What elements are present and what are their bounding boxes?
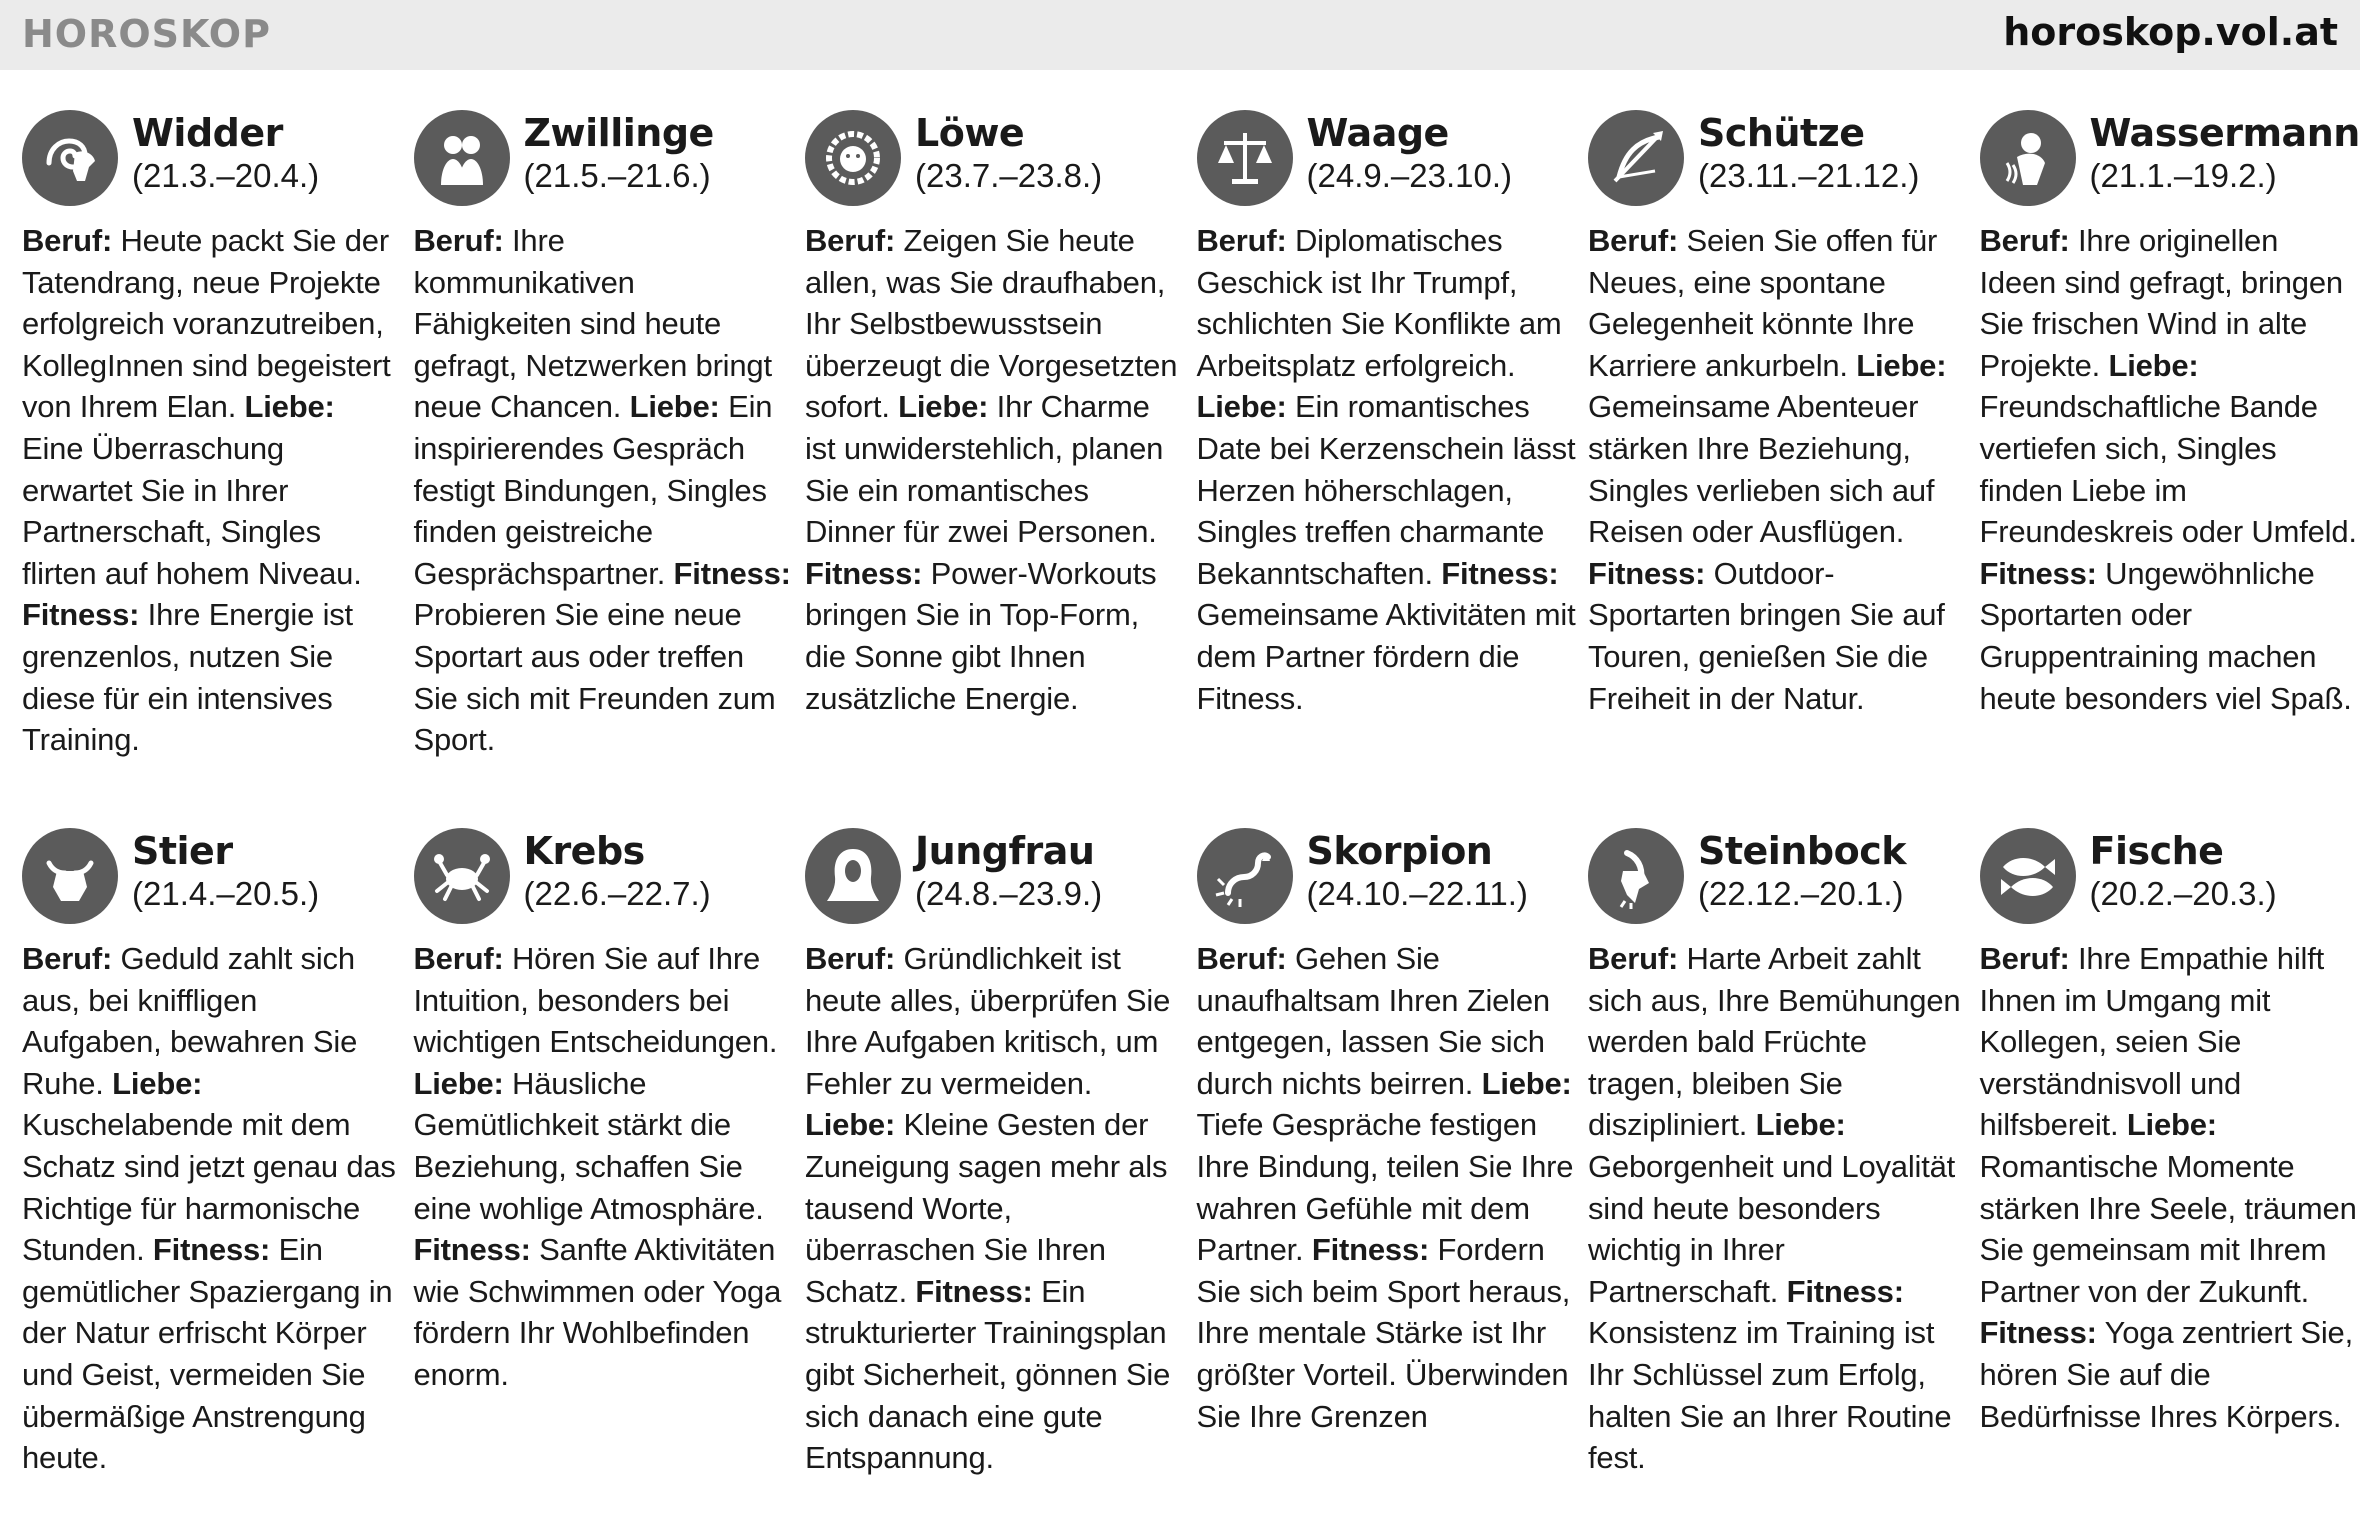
site-url[interactable]: horoskop.vol.at [2003, 10, 2338, 54]
sign-loewe [805, 108, 1185, 826]
sign-jungfrau [805, 826, 1185, 1498]
scales-icon [1197, 110, 1293, 206]
sign-header [1197, 108, 1577, 212]
sign-stier [22, 826, 402, 1498]
water-bearer-icon [1980, 110, 2076, 206]
label-liebe: Liebe: [1755, 1107, 1846, 1143]
label-beruf: Beruf: [1196, 941, 1287, 976]
sign-header [1197, 826, 1577, 930]
sign-name: Stier [132, 829, 233, 873]
bow-arrow-icon [1588, 110, 1684, 206]
sign-name: Krebs [523, 829, 645, 873]
sign-name: Steinbock [1698, 829, 1906, 873]
text-liebe: Tiefe Gespräche festigen Ihre Bindung, teilen Sie Ihre wahren Gefühle mit dem Partner. [1196, 1107, 1574, 1268]
sign-text [1197, 938, 1577, 1437]
text-liebe: Romantische Momente stärken Ihre Seele, träumen Sie gemeinsam mit Ihrem Partner von der Zukunft. [1979, 1148, 2357, 1309]
sign-dates: (21.4.–20.5.) [132, 875, 320, 912]
sign-text [805, 220, 1185, 719]
text-fitness: Sanfte Aktivitäten wie Schwimmen oder Yoga fördern Ihr Wohlbefinden enorm. [413, 1232, 782, 1392]
label-beruf: Beruf: [805, 941, 896, 976]
sign-titles [524, 826, 711, 914]
label-liebe: Liebe: [413, 1065, 504, 1101]
sign-titles [1307, 108, 1512, 196]
text-liebe: Gemeinsame Abenteuer stärken Ihre Beziehung, Singles verlieben sich auf Reisen oder Ausflügen. [1588, 389, 1935, 550]
horoscope-grid [22, 108, 2360, 1498]
sign-text [22, 938, 402, 1479]
label-fitness: Fitness: [1786, 1273, 1904, 1309]
sign-header [414, 826, 794, 930]
text-beruf: Zeigen Sie heute allen, was Sie draufhaben, Ihr Selbstbewusstsein überzeugt die Vorgesetzten sofort. [805, 223, 1178, 425]
text-liebe: Häusliche Gemütlichkeit stärkt die Beziehung, schaffen Sie eine wohlige Atmosphäre. [413, 1065, 764, 1226]
text-fitness: Gemeinsame Aktivitäten mit dem Partner fördern die Fitness. [1196, 597, 1576, 716]
sign-titles [132, 826, 319, 914]
text-fitness: Fordern Sie sich beim Sport heraus, Ihre mentale Stärke ist Ihr größter Vorteil. Überwinden Sie Ihre Grenzen [1196, 1232, 1571, 1434]
text-beruf: Heute packt Sie der Tatendrang, neue Projekte erfolgreich voranzutreiben, KollegInnen sind begeistert von Ihrem Elan. [22, 223, 391, 425]
text-beruf: Gründlichkeit ist heute alles, überprüfen Sie Ihre Aufgaben kritisch, um Fehler zu vermeiden. [805, 941, 1171, 1101]
sign-zwillinge [414, 108, 794, 826]
maiden-icon [805, 828, 901, 924]
sign-name: Zwillinge [523, 111, 714, 155]
twins-icon [414, 110, 510, 206]
text-fitness: Ein strukturierter Trainingsplan gibt Sicherheit, gönnen Sie sich danach eine gute Entspannung. [805, 1273, 1171, 1476]
sign-titles [2090, 108, 2360, 196]
text-liebe: Kleine Gesten der Zuneigung sagen mehr als tausend Worte, überraschen Sie Ihren Schatz. [805, 1107, 1168, 1309]
label-liebe: Liebe: [244, 389, 335, 425]
sign-titles [915, 108, 1102, 196]
text-fitness: Probieren Sie eine neue Sportart aus oder treffen Sie sich mit Freunden zum Sport. [413, 597, 776, 758]
bull-icon [22, 828, 118, 924]
label-liebe: Liebe: [629, 389, 720, 425]
label-beruf: Beruf: [413, 941, 504, 976]
sign-header [22, 826, 402, 930]
sign-name: Löwe [915, 111, 1025, 155]
label-beruf: Beruf: [1979, 941, 2070, 976]
crab-icon [414, 828, 510, 924]
label-beruf: Beruf: [1979, 223, 2070, 258]
sign-name: Skorpion [1306, 829, 1493, 873]
fish-icon [1980, 828, 2076, 924]
ram-icon [22, 110, 118, 206]
sign-titles [524, 108, 714, 196]
sign-dates: (21.5.–21.6.) [523, 157, 711, 194]
sign-widder [22, 108, 402, 826]
sign-steinbock [1588, 826, 1968, 1498]
text-liebe: Kuschelabende mit dem Schatz sind jetzt genau das Richtige für harmonische Stunden. [22, 1107, 396, 1268]
text-fitness: Power-Workouts bringen Sie in Top-Form, die Sonne gibt Ihnen zusätzliche Energie. [805, 555, 1157, 716]
label-liebe: Liebe: [805, 1107, 896, 1143]
sign-titles [1698, 108, 1919, 196]
sign-dates: (20.2.–20.3.) [2089, 875, 2277, 912]
sign-text [414, 220, 794, 761]
label-liebe: Liebe: [2108, 347, 2199, 383]
sign-header [22, 108, 402, 212]
section-title: HOROSKOP [22, 12, 271, 56]
sign-text [805, 938, 1185, 1479]
label-liebe: Liebe: [2126, 1107, 2217, 1143]
label-beruf: Beruf: [413, 223, 504, 258]
sign-dates: (21.3.–20.4.) [132, 157, 320, 194]
label-liebe: Liebe: [1196, 389, 1287, 425]
sign-header [1980, 108, 2360, 212]
sign-titles [1307, 826, 1528, 914]
label-fitness: Fitness: [22, 597, 140, 633]
text-fitness: Outdoor-Sportarten bringen Sie auf Touren, genießen Sie die Freiheit in der Natur. [1588, 555, 1945, 716]
text-beruf: Hören Sie auf Ihre Intuition, besonders bei wichtigen Entscheidungen. [413, 941, 778, 1060]
text-fitness: Ein gemütlicher Spaziergang in der Natur erfrischt Körper und Geist, vermeiden Sie übermäßige Anstrengung heute. [22, 1232, 393, 1476]
sign-fische [1980, 826, 2360, 1498]
text-fitness: Ihre Energie ist grenzenlos, nutzen Sie diese für ein intensives Training. [22, 597, 353, 758]
text-beruf: Ihre originellen Ideen sind gefragt, bringen Sie frischen Wind in alte Projekte. [1979, 223, 2343, 383]
sign-text [1588, 220, 1968, 719]
sign-dates: (21.1.–19.2.) [2089, 157, 2277, 194]
sign-header [1588, 826, 1968, 930]
label-fitness: Fitness: [1441, 555, 1559, 591]
label-fitness: Fitness: [152, 1232, 271, 1268]
sign-skorpion [1197, 826, 1577, 1498]
text-fitness: Konsistenz im Training ist Ihr Schlüssel zum Erfolg, halten Sie an Ihrer Routine fest. [1588, 1315, 1952, 1476]
goat-icon [1588, 828, 1684, 924]
sign-header [1588, 108, 1968, 212]
sign-titles [132, 108, 319, 196]
sign-titles [915, 826, 1102, 914]
label-beruf: Beruf: [22, 941, 113, 976]
sign-name: Jungfrau [915, 829, 1095, 873]
lion-icon [805, 110, 901, 206]
text-beruf: Ihre Empathie hilft Ihnen im Umgang mit Kollegen, seien Sie verständnisvoll und hilfsbereit. [1979, 941, 2325, 1143]
sign-text [1588, 938, 1968, 1479]
sign-text [414, 938, 794, 1396]
text-liebe: Freundschaftliche Bande vertiefen sich, Singles finden Liebe im Freundeskreis oder Umfeld. [1979, 389, 2357, 550]
sign-header [414, 108, 794, 212]
label-liebe: Liebe: [898, 389, 989, 425]
sign-text [1980, 220, 2360, 719]
sign-name: Widder [132, 111, 283, 155]
sign-name: Fische [2089, 829, 2224, 873]
sign-name: Waage [1306, 111, 1449, 155]
sign-dates: (23.7.–23.8.) [915, 157, 1103, 194]
text-beruf: Harte Arbeit zahlt sich aus, Ihre Bemühungen werden bald Früchte tragen, bleiben Sie diszipliniert. [1588, 941, 1961, 1143]
sign-header [1980, 826, 2360, 930]
sign-dates: (24.8.–23.9.) [915, 875, 1103, 912]
label-fitness: Fitness: [1979, 1315, 2097, 1351]
sign-dates: (22.12.–20.1.) [1698, 875, 1904, 912]
sign-dates: (24.9.–23.10.) [1306, 157, 1512, 194]
page-header [0, 0, 2360, 70]
sign-dates: (24.10.–22.11.) [1306, 875, 1528, 912]
sign-text [22, 220, 402, 761]
text-liebe: Geborgenheit und Loyalität sind heute besonders wichtig in Ihrer Partnerschaft. [1588, 1148, 1956, 1309]
text-beruf: Geduld zahlt sich aus, bei kniffligen Aufgaben, bewahren Sie Ruhe. [22, 941, 358, 1101]
label-beruf: Beruf: [805, 223, 896, 258]
text-fitness: Ungewöhnliche Sportarten oder Gruppentraining machen heute besonders viel Spaß. [1979, 555, 2352, 716]
label-fitness: Fitness: [1311, 1232, 1430, 1268]
label-beruf: Beruf: [1196, 223, 1287, 258]
text-beruf: Diplomatisches Geschick ist Ihr Trumpf, schlichten Sie Konflikte am Arbeitsplatz erfolgreich. [1196, 223, 1562, 383]
sign-titles [2090, 826, 2277, 914]
sign-header [805, 826, 1185, 930]
text-liebe: Eine Überraschung erwartet Sie in Ihrer Partnerschaft, Singles flirten auf hohem Niveau. [22, 430, 362, 591]
text-liebe: Ihr Charme ist unwiderstehlich, planen Sie ein romantisches Dinner für zwei Personen. [805, 389, 1164, 550]
sign-titles [1698, 826, 1906, 914]
sign-header [805, 108, 1185, 212]
label-fitness: Fitness: [1588, 555, 1706, 591]
sign-wassermann [1980, 108, 2360, 826]
label-beruf: Beruf: [22, 223, 113, 258]
sign-krebs [414, 826, 794, 1498]
label-liebe: Liebe: [1856, 347, 1947, 383]
sign-waage [1197, 108, 1577, 826]
scorpion-icon [1197, 828, 1293, 924]
sign-text [1197, 220, 1577, 719]
sign-name: Schütze [1698, 111, 1865, 155]
label-liebe: Liebe: [1481, 1065, 1572, 1101]
label-beruf: Beruf: [1588, 941, 1679, 976]
sign-dates: (22.6.–22.7.) [523, 875, 711, 912]
text-beruf: Seien Sie offen für Neues, eine spontane Gelegenheit könnte Ihre Karriere ankurbeln. [1588, 223, 1938, 383]
label-fitness: Fitness: [673, 555, 791, 591]
sign-name: Wassermann [2089, 111, 2360, 155]
label-fitness: Fitness: [915, 1273, 1033, 1309]
sign-dates: (23.11.–21.12.) [1698, 157, 1920, 194]
sign-schuetze [1588, 108, 1968, 826]
text-liebe: Ein romantisches Date bei Kerzenschein lässt Herzen höherschlagen, Singles treffen charmante Bekanntschaften. [1196, 389, 1576, 591]
label-beruf: Beruf: [1588, 223, 1679, 258]
label-fitness: Fitness: [1979, 555, 2097, 591]
text-liebe: Ein inspirierendes Gespräch festigt Bindungen, Singles finden geistreiche Gesprächspartner. [413, 389, 773, 591]
label-fitness: Fitness: [413, 1232, 531, 1268]
text-fitness: Yoga zentriert Sie, hören Sie auf die Bedürfnisse Ihres Körpers. [1979, 1315, 2353, 1434]
text-beruf: Gehen Sie unaufhaltsam Ihren Zielen entgegen, lassen Sie sich durch nichts beirren. [1196, 941, 1550, 1101]
label-liebe: Liebe: [112, 1065, 203, 1101]
text-beruf: Ihre kommunikativen Fähigkeiten sind heute gefragt, Netzwerken bringt neue Chancen. [413, 223, 772, 425]
label-fitness: Fitness: [805, 555, 923, 591]
sign-text [1980, 938, 2360, 1437]
